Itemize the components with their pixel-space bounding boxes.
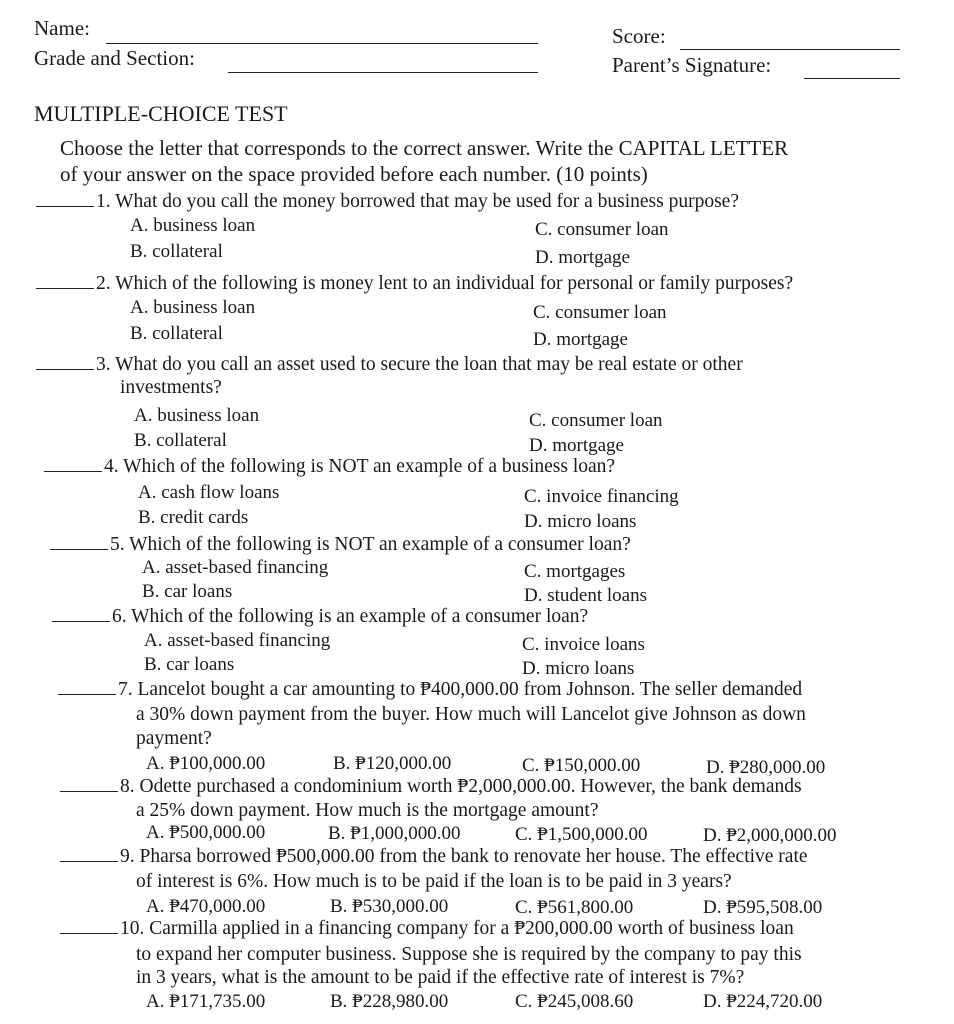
- name-field: [34, 16, 90, 41]
- test-title: MULTIPLE-CHOICE TEST: [34, 101, 288, 126]
- question-7: 7. Lancelot bought a car amounting to ₱400,000.00 from Johnson. The seller demanded: [58, 679, 802, 701]
- option-b: B. car loans: [144, 654, 235, 675]
- option-c: C. ₱245,008.60: [515, 991, 634, 1012]
- option-d: D. ₱224,720.00: [703, 991, 823, 1012]
- question-8-continuation: a 25% down payment. How much is the mortgage amount?: [136, 800, 599, 821]
- answer-blank[interactable]: [52, 620, 110, 622]
- option-c: C. ₱150,000.00: [522, 755, 641, 776]
- question-10: 10. Carmilla applied in a financing company for a ₱200,000.00 worth of business loan: [60, 918, 794, 940]
- question-10-continuation-2: in 3 years, what is the amount to be paid if the effective rate of interest is 7%?: [136, 967, 745, 988]
- option-c: C. mortgages: [524, 561, 626, 582]
- option-b: B. ₱1,000,000.00: [328, 823, 461, 844]
- option-d: D. ₱2,000,000.00: [703, 825, 837, 846]
- option-c: C. consumer loan: [533, 302, 667, 323]
- question-4: 4. Which of the following is NOT an example of a business loan?: [44, 456, 615, 478]
- answer-blank[interactable]: [36, 205, 94, 207]
- option-a: A. asset-based financing: [142, 557, 329, 578]
- question-7-continuation-1: a 30% down payment from the buyer. How much will Lancelot give Johnson as down: [136, 704, 806, 725]
- option-c: C. consumer loan: [535, 219, 669, 240]
- option-a: A. cash flow loans: [138, 482, 280, 503]
- answer-blank[interactable]: [50, 548, 108, 550]
- option-a: A. ₱470,000.00: [146, 896, 266, 917]
- option-b: B. car loans: [142, 581, 233, 602]
- option-b: B. collateral: [130, 241, 223, 262]
- score-line[interactable]: [680, 48, 900, 50]
- option-d: D. mortgage: [529, 435, 624, 456]
- question-9: 9. Pharsa borrowed ₱500,000.00 from the bank to renovate her house. The effective rate: [60, 846, 808, 868]
- answer-blank[interactable]: [44, 470, 102, 472]
- answer-blank[interactable]: [60, 932, 118, 934]
- option-d: D. mortgage: [533, 329, 628, 350]
- question-3-continuation: investments?: [120, 377, 222, 398]
- option-b: B. credit cards: [138, 507, 249, 528]
- option-a: A. business loan: [130, 297, 256, 318]
- parent-signature-line[interactable]: [804, 77, 900, 79]
- option-c: C. invoice financing: [524, 486, 679, 507]
- parent-signature-field: [612, 53, 771, 78]
- answer-blank[interactable]: [60, 860, 118, 862]
- grade-field: [34, 46, 195, 71]
- answer-blank[interactable]: [36, 287, 94, 289]
- option-d: D. ₱280,000.00: [706, 757, 826, 778]
- option-a: A. business loan: [130, 215, 256, 236]
- question-5: 5. Which of the following is NOT an example of a consumer loan?: [50, 534, 631, 556]
- option-d: D. mortgage: [535, 247, 630, 268]
- option-d: D. student loans: [524, 585, 647, 606]
- question-7-continuation-2: payment?: [136, 728, 212, 749]
- option-b: B. collateral: [134, 430, 227, 451]
- answer-blank[interactable]: [36, 368, 94, 370]
- instructions-line-1: Choose the letter that corresponds to the correct answer. Write the CAPITAL LETTER: [60, 136, 789, 160]
- question-9-continuation: of interest is 6%. How much is to be paid if the loan is to be paid in 3 years?: [136, 871, 732, 892]
- score-label: Score:: [612, 24, 666, 48]
- option-a: A. business loan: [134, 405, 260, 426]
- grade-label: Grade and Section:: [34, 46, 195, 70]
- answer-blank[interactable]: [60, 790, 118, 792]
- name-line[interactable]: [106, 42, 538, 44]
- option-a: A. ₱500,000.00: [146, 822, 266, 843]
- parent-signature-label: Parent’s Signature:: [612, 53, 772, 77]
- option-d: D. ₱595,508.00: [703, 897, 823, 918]
- question-1: 1. What do you call the money borrowed that may be used for a business purpose?: [36, 191, 739, 213]
- instructions-line-2: of your answer on the space provided before each number. (10 points): [60, 162, 648, 186]
- question-8: 8. Odette purchased a condominium worth ₱2,000,000.00. However, the bank demands: [60, 776, 802, 798]
- option-b: B. ₱228,980.00: [330, 991, 449, 1012]
- name-label: Name:: [34, 16, 90, 40]
- option-c: C. consumer loan: [529, 410, 663, 431]
- question-10-continuation-1: to expand her computer business. Suppose she is required by the company to pay this: [136, 944, 802, 965]
- option-b: B. collateral: [130, 323, 223, 344]
- option-a: A. ₱100,000.00: [146, 753, 266, 774]
- option-d: D. micro loans: [524, 511, 637, 532]
- question-3: 3. What do you call an asset used to secure the loan that may be real estate or other: [36, 354, 743, 376]
- score-field: [612, 24, 666, 49]
- option-c: C. ₱561,800.00: [515, 897, 634, 918]
- option-a: A. asset-based financing: [144, 630, 331, 651]
- option-c: C. invoice loans: [522, 634, 645, 655]
- option-b: B. ₱120,000.00: [333, 753, 452, 774]
- option-d: D. micro loans: [522, 658, 635, 679]
- option-b: B. ₱530,000.00: [330, 896, 449, 917]
- question-6: 6. Which of the following is an example of a consumer loan?: [52, 606, 588, 628]
- option-a: A. ₱171,735.00: [146, 991, 266, 1012]
- question-2: 2. Which of the following is money lent to an individual for personal or family purposes?: [36, 273, 793, 295]
- grade-line[interactable]: [228, 71, 538, 73]
- option-c: C. ₱1,500,000.00: [515, 824, 648, 845]
- answer-blank[interactable]: [58, 693, 116, 695]
